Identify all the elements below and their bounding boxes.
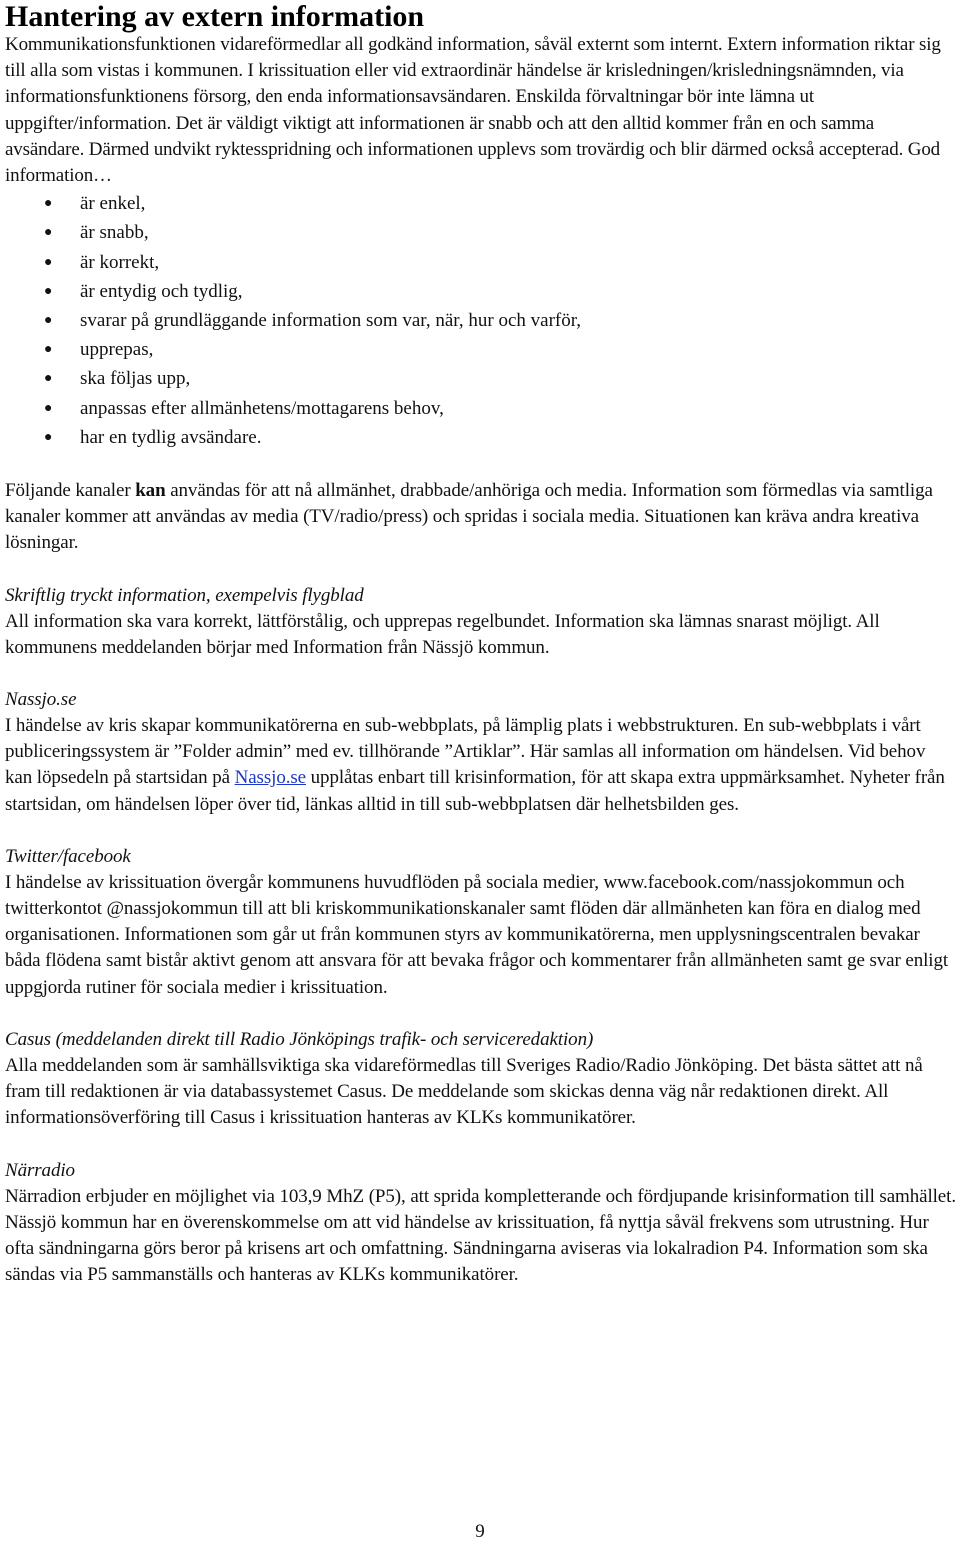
section-body-local-radio: Närradion erbjuder en möjlighet via 103,9 MhZ (P5), att sprida kompletterande och fördjupande krisinformation till samhället. Nässjö kommun har en överenskommelse om att vid händelse av krissituation, få nyttja såväl frekvens som utrustning. Hur ofta sändningarna görs beror på krisens art och omfattning. Sändningarna aviseras via lokalradion P4. Information som ska sändas via P5 sammanställs och hanteras av KLKs kommunikatörer. [5, 1185, 956, 1286]
section-casus [5, 1027, 957, 1132]
bullet-icon: ● [44, 429, 53, 445]
bullet-icon: ● [44, 371, 53, 387]
good-information-list [5, 189, 957, 452]
list-item: ● upprepas, [5, 335, 957, 364]
list-item: ● ska följas upp, [5, 364, 957, 393]
emphasis-kan: kan [135, 480, 166, 502]
list-item: ● har en tydlig avsändare. [5, 423, 957, 452]
section-body-written: All information ska vara korrekt, lättförstålig, och upprepas regelbundet. Information ska lämnas snarast möjligt. All kommunens meddelanden börjar med Information från Nässjö kommun. [5, 610, 880, 658]
section-nassjo [5, 687, 957, 818]
bullet-icon: ● [44, 225, 53, 241]
list-item: ● är korrekt, [5, 248, 957, 277]
section-heading-social: Twitter/facebook [5, 845, 131, 867]
page-title: Hantering av extern information [5, 0, 425, 33]
section-body-casus: Alla meddelanden som är samhällsviktiga ska vidareförmedlas till Sveriges Radio/Radio Jönköping. Det bästa sättet att nå fram till redaktionen är via databassystemet Casus. De meddelande som skickas denna väg når redaktionen direkt. All informationsöverföring till Casus i krissituation hanteras av KLKs kommunikatörer. [5, 1054, 923, 1129]
list-item: ● är entydig och tydlig, [5, 277, 957, 306]
bullet-icon: ● [44, 342, 53, 358]
nassjo-link[interactable]: Nassjo.se [234, 767, 306, 789]
list-item: ● är enkel, [5, 189, 957, 218]
intro-paragraph: Kommunikationsfunktionen vidareförmedlar all godkänd information, såväl externt som internt. Extern information riktar sig till alla som vistas i kommunen. I krissituation eller vid extraordinär händelse är krisledningen/krisledningsnämnden, via informationsfunktionens försorg, den enda informationsavsändaren. Enskilda förvaltningar bör inte lämna ut uppgifter/information. Det är väldigt viktigt att informationen är snabb och att den alltid kommer från en och samma avsändare. Därmed undvikt ryktesspridning och informationen upplevs som trovärdig och blir därmed också accepterad. God information… [5, 34, 941, 187]
document-page [5, 0, 957, 1288]
page-number: 9 [475, 1521, 485, 1542]
section-body-social: I händelse av krissituation övergår kommunens huvudflöden på sociala medier, www.facebook.com/nassjokommun och twitterkontot @nassjokommun till att bli kriskommunikationskanaler samt flöden där allmänheten kan föra en dialog med organisationen. Informationen som går ut från kommunen styrs av kommunikatörerna, men upplysningscentralen bevakar båda flödena samt bistår aktivt genom att ansvara för att bevaka frågor och kommentarer från allmänheten samt ge svar enligt uppgjorda rutiner för sociala medier i krissituation. [5, 871, 949, 998]
list-item: ● svarar på grundläggande information som var, när, hur och varför, [5, 306, 957, 335]
list-item: ● anpassas efter allmänhetens/mottagarens behov, [5, 394, 957, 423]
bullet-icon: ● [44, 283, 53, 299]
section-heading-local-radio: Närradio [5, 1159, 75, 1181]
channels-paragraph: Följande kanaler kan användas för att nå allmänhet, drabbade/anhöriga och media. Information som förmedlas via samtliga kanaler kommer att användas av media (TV/radio/press) och spridas i sociala media. Situationen kan kräva andra kreativa lösningar. [5, 480, 933, 554]
section-local-radio [5, 1158, 957, 1289]
section-body-nassjo: I händelse av kris skapar kommunikatörerna en sub-webbplats, på lämplig plats i webbstrukturen. En sub-webbplats i vårt publiceringssystem är ”Folder admin” med ev. tillhörande ”Artiklar”. Här samlas all information om händelsen. Vid behov kan löpsedeln på startsidan på Nassjo.se upplåtas enbart till krisinformation, för att skapa extra uppmärksamhet. Nyheter från startsidan, om händelsen löper över tid, länkas alltid in till sub-webbplatsen där helhetsbilden ges. [5, 715, 945, 815]
list-item: ● är snabb, [5, 218, 957, 247]
bullet-icon: ● [44, 196, 53, 212]
section-social [5, 844, 957, 1001]
bullet-icon: ● [44, 254, 53, 270]
section-written [5, 583, 957, 661]
section-heading-casus: Casus (meddelanden direkt till Radio Jönköpings trafik- och serviceredaktion) [5, 1028, 594, 1050]
bullet-icon: ● [44, 313, 53, 329]
bullet-icon: ● [44, 400, 53, 416]
section-heading-written: Skriftlig tryckt information, exempelvis flygblad [5, 584, 364, 606]
section-heading-nassjo: Nassjo.se [5, 689, 77, 711]
